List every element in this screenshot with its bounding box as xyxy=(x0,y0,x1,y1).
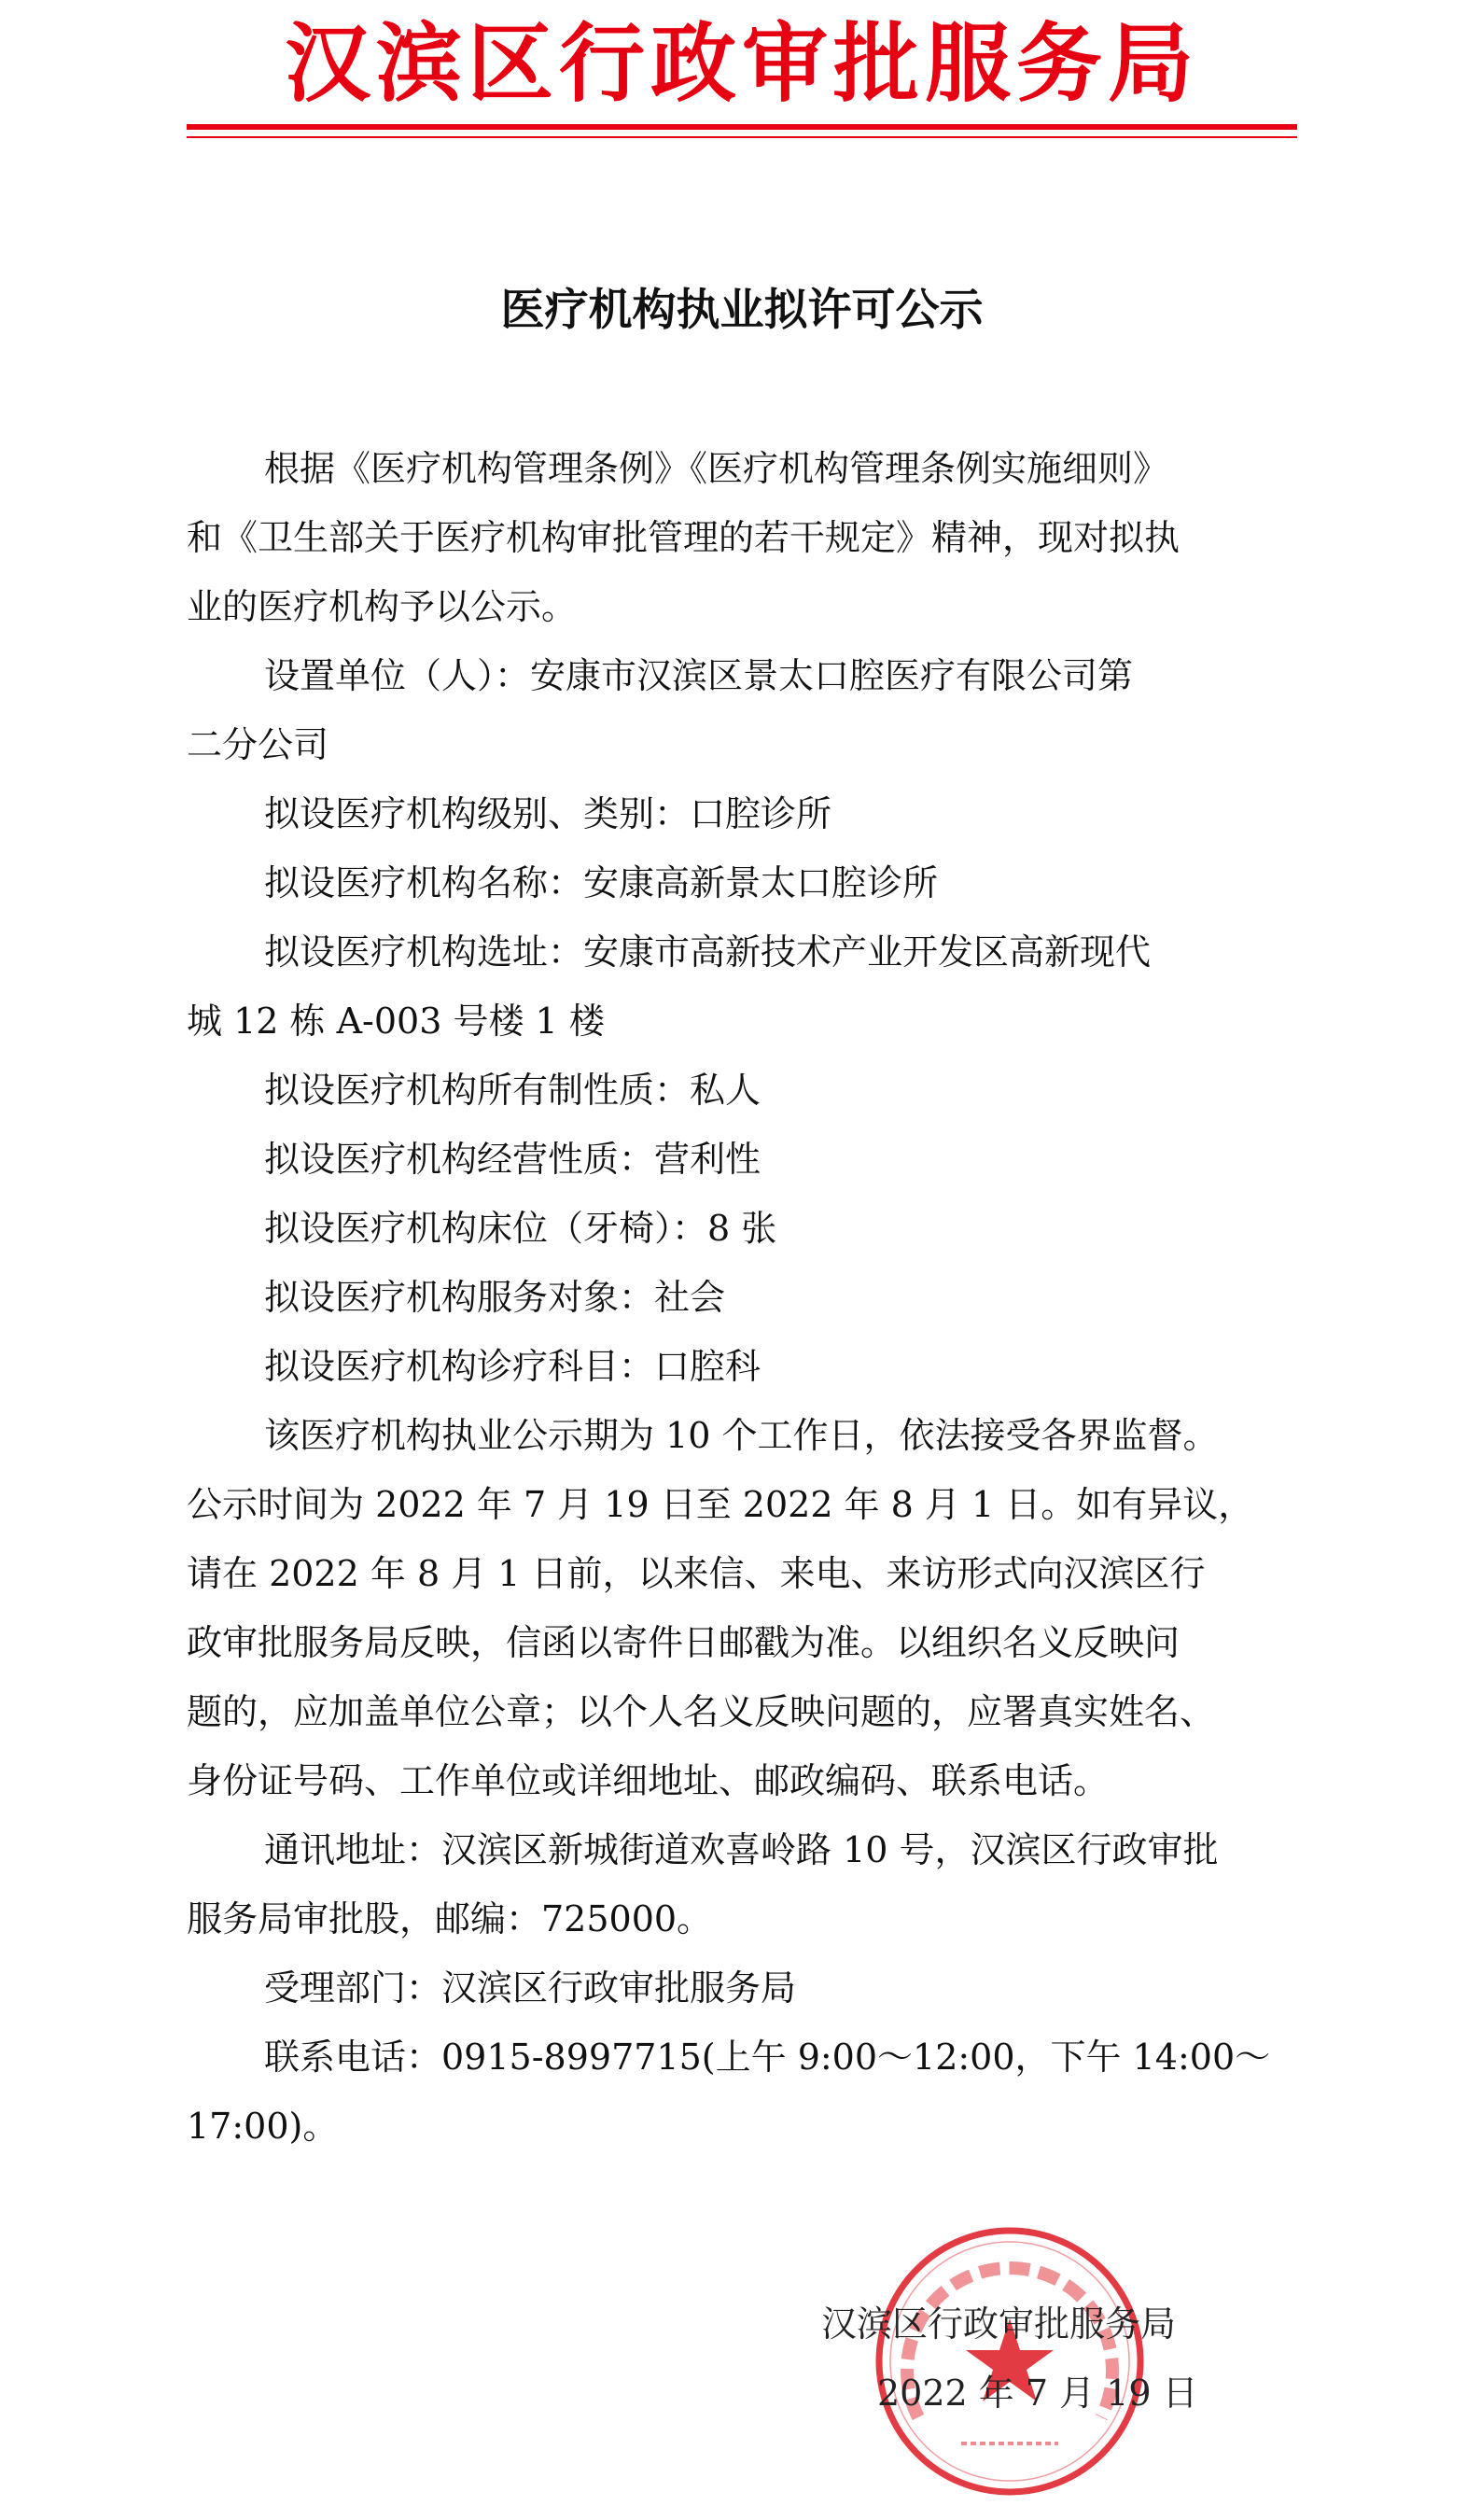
body-line: 请在 2022 年 8 月 1 日前，以来信、来电、来访形式向汉滨区行 xyxy=(187,1553,1206,1594)
body-line: 拟设医疗机构名称：安康高新景太口腔诊所 xyxy=(264,862,939,903)
body-line: 身份证号码、工作单位或详细地址、邮政编码、联系电话。 xyxy=(187,1760,1110,1801)
body-line: 和《卫生部关于医疗机构审批管理的若干规定》精神，现对拟执 xyxy=(187,517,1181,558)
body-line: 设置单位（人）：安康市汉滨区景太口腔医疗有限公司第 xyxy=(264,655,1134,696)
body-line: 拟设医疗机构经营性质：营利性 xyxy=(264,1139,761,1180)
document-title: 医疗机构执业拟许可公示 xyxy=(500,285,984,336)
letterhead-title: 汉滨区行政审批服务局 xyxy=(284,13,1199,114)
body-line: 业的医疗机构予以公示。 xyxy=(187,586,578,627)
signature-date: 2022 年 7 月 19 日 xyxy=(877,2373,1198,2414)
body-line: 二分公司 xyxy=(187,724,329,765)
body-line: 根据《医疗机构管理条例》《医疗机构管理条例实施细则》 xyxy=(264,448,1169,489)
letterhead-divider-thick xyxy=(187,124,1297,130)
body-line: 公示时间为 2022 年 7 月 19 日至 2022 年 8 月 1 日。如有异议， xyxy=(187,1484,1254,1525)
body-line: 该医疗机构执业公示期为 10 个工作日，依法接受各界监督。 xyxy=(264,1415,1219,1456)
body-line: 拟设医疗机构服务对象：社会 xyxy=(264,1277,726,1318)
body-line: 17:00)。 xyxy=(187,2106,339,2147)
body-line: 联系电话：0915-8997715(上午 9:00～12:00，下午 14:00～ xyxy=(264,2037,1271,2078)
body-line: 拟设医疗机构床位（牙椅）：8 张 xyxy=(264,1208,777,1249)
body-line: 服务局审批股，邮编：725000。 xyxy=(187,1898,713,1939)
body-line: 政审批服务局反映，信函以寄件日邮戳为准。以组织名义反映问 xyxy=(187,1622,1181,1663)
body-line: 题的，应加盖单位公章；以个人名义反映问题的，应署真实姓名、 xyxy=(187,1691,1216,1732)
official-seal-icon xyxy=(870,2221,1150,2501)
body-line: 拟设医疗机构所有制性质：私人 xyxy=(264,1070,761,1111)
body-line: 拟设医疗机构选址：安康市高新技术产业开发区高新现代 xyxy=(264,931,1152,973)
body-line: 拟设医疗机构级别、类别：口腔诊所 xyxy=(264,793,832,834)
letterhead-divider-thin xyxy=(187,136,1297,138)
body-line: 城 12 栋 A-003 号楼 1 楼 xyxy=(187,1001,605,1042)
body-line: 受理部门：汉滨区行政审批服务局 xyxy=(264,1967,797,2009)
signature-organization: 汉滨区行政审批服务局 xyxy=(821,2303,1177,2345)
body-line: 通讯地址：汉滨区新城街道欢喜岭路 10 号，汉滨区行政审批 xyxy=(264,1829,1219,1870)
body-line: 拟设医疗机构诊疗科目：口腔科 xyxy=(264,1346,761,1387)
